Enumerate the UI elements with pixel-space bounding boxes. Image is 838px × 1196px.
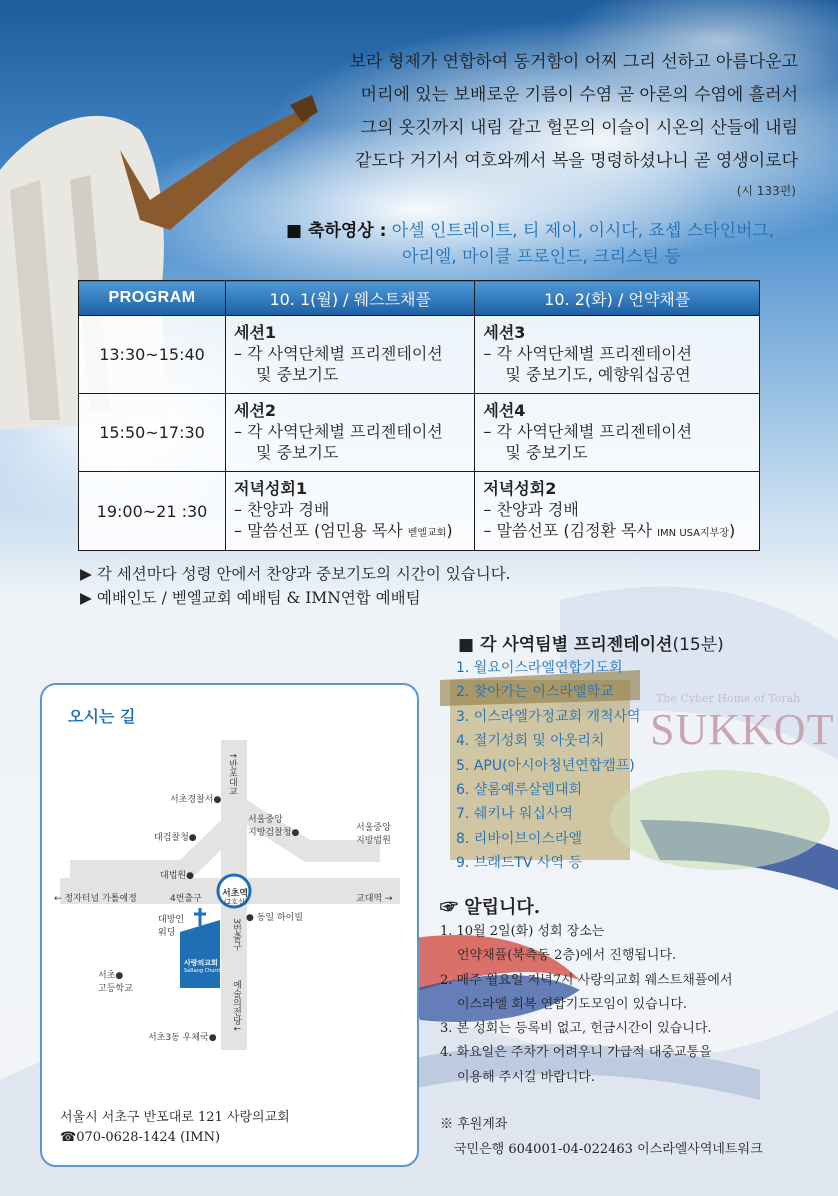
celebration-names-2: 아리엘, 마이클 프로인드, 크리스틴 등 xyxy=(402,247,681,267)
map-label-station: 서초역 xyxy=(222,889,249,899)
list-item: 9. 브래드TV 사역 등 xyxy=(456,855,582,872)
session-detail: – 찬양과 경배 xyxy=(234,500,330,519)
time-cell: 19:00~21 :30 xyxy=(79,472,226,551)
sukkot-logo: SUKKOT xyxy=(650,705,835,754)
verse-line: 그의 옷깃까지 내림 같고 헐몬의 이슬이 시온의 산들에 내림 xyxy=(360,118,798,138)
session-cell xyxy=(475,316,760,394)
sukkot-subtitle: The Cyber Home of Torah xyxy=(656,692,801,705)
session-detail xyxy=(483,520,751,544)
session-detail xyxy=(234,520,466,544)
church-logo-label: 사랑의교회 xyxy=(184,959,218,967)
notice-item: 1. 10월 2일(화) 성회 장소는 xyxy=(440,924,605,939)
list-item: 5. APU(아시아청년연합캠프) xyxy=(456,757,635,774)
speaker-affiliation: IMN USA지부장 xyxy=(657,528,729,539)
teams-title-text: ■ 각 사역팀별 프리젠테이션 xyxy=(458,635,673,655)
church-logo-label-en: SaRang Church xyxy=(184,968,223,974)
donation-info xyxy=(440,1112,763,1162)
notice-list xyxy=(440,920,733,1090)
verse-line: 머리에 있는 보배로운 기름이 수염 곧 아론의 수염에 흘러서 xyxy=(360,85,798,105)
list-item: 4. 절기성회 및 아웃리치 xyxy=(456,733,605,750)
time-cell: 15:50~17:30 xyxy=(79,394,226,472)
session-detail: – 찬양과 경배 xyxy=(483,500,579,519)
notice-item: 3. 본 성회는 등록비 없고, 헌금시간이 있습니다. xyxy=(440,1021,712,1037)
table-row xyxy=(79,394,760,472)
map-label-supreme-prosecutor: 대검찰청● xyxy=(154,833,197,843)
session-detail: – 각 사역단체별 프리젠테이션 xyxy=(234,344,443,363)
list-item: 2. 찾아가는 이스라엘학교 xyxy=(456,684,614,701)
map-label-central-court: 서울중앙 지방법원 xyxy=(356,823,391,846)
note-item: ▶ 예배인도 / 벧엘교회 예배팀 & IMN연합 예배팀 xyxy=(80,589,421,607)
map-label-supreme-court: 대법원● xyxy=(160,871,194,881)
session-title: 세션4 xyxy=(483,401,526,420)
map-label-banpo: ↑반포대교 xyxy=(227,752,237,796)
verse-line: 같도다 거기서 여호와께서 복을 명령하셨나니 곧 영생이로다 xyxy=(355,151,798,171)
list-item: 8. 리바이브이스라엘 xyxy=(456,830,582,847)
session-title: 세션3 xyxy=(483,323,526,342)
session-cell xyxy=(475,394,760,472)
session-cell xyxy=(475,472,760,551)
map-label-post-office: 서초3동 우체국● xyxy=(148,1033,217,1043)
sermon-label: – 말씀선포 (김정환 목사 xyxy=(483,521,652,540)
speaker-affiliation: 벧엘교회 xyxy=(407,528,447,539)
session-detail: – 각 사역단체별 프리젠테이션 xyxy=(234,422,443,441)
map-label-seocho-hs: 서초● 고등학교 xyxy=(98,971,133,994)
session-detail: 및 중보기도, 예향워십공연 xyxy=(505,365,691,384)
map-label-prosecutor: 서울중앙 지방검찰청● xyxy=(248,815,300,838)
map-label-arts-center: 예술의전당↓ xyxy=(231,980,241,1033)
program-notes xyxy=(80,562,511,610)
celebration-label: ■ 축하영상 : xyxy=(286,221,387,241)
notice-item-cont: 이스라엘 회복 연합기도모임이 있습니다. xyxy=(457,996,688,1012)
session-detail: 및 중보기도 xyxy=(256,365,339,384)
time-cell: 13:30~15:40 xyxy=(79,316,226,394)
session-title: 세션1 xyxy=(234,323,277,342)
paren-close: ) xyxy=(446,521,453,540)
program-table xyxy=(78,280,760,551)
map-label-tunnel: ← 정자터널 가톨예정 xyxy=(54,894,137,904)
table-row xyxy=(79,316,760,394)
notice-item: 4. 화요일은 주차가 어려우니 가급적 대중교통을 xyxy=(440,1045,712,1061)
table-header: 10. 1(월) / 웨스트채플 xyxy=(226,281,475,316)
map-label-police: 서초경찰서● xyxy=(170,795,222,805)
session-detail: – 각 사역단체별 프리젠테이션 xyxy=(483,344,693,363)
notice-item-cont: 이용해 주시길 바랍니다. xyxy=(457,1069,595,1085)
table-header-row xyxy=(79,281,760,316)
table-header: 10. 2(화) / 언약채플 xyxy=(475,281,760,316)
map-label-exit4: 4번출구 xyxy=(170,894,202,904)
table-header: PROGRAM xyxy=(79,281,226,316)
verse-line: 보라 형제가 연합하여 동거함이 어찌 그리 선하고 아름다운고 xyxy=(349,52,798,72)
note-item: ▶ 각 세션마다 성령 안에서 찬양과 중보기도의 시간이 있습니다. xyxy=(80,565,511,583)
session-cell xyxy=(226,316,475,394)
address-text: 서울시 서초구 반포대로 121 사랑의교회 xyxy=(60,1110,290,1125)
map-label-station-line: (2호선) xyxy=(224,898,248,906)
notice-title: ☞ 알립니다. xyxy=(440,897,541,918)
verse-reference: (시 133편) xyxy=(736,184,796,198)
map-label-daebang: 대방인 워딩 xyxy=(158,915,185,938)
session-cell xyxy=(226,394,475,472)
donation-label: ※ 후원계좌 xyxy=(440,1117,508,1132)
teams-title-suffix: (15분) xyxy=(672,635,724,655)
celebration-names: 아셀 인트레이트, 티 제이, 이시다, 죠셉 스타인버그, xyxy=(391,221,775,241)
list-item: 3. 이스라엘가정교회 개척사역 xyxy=(456,708,641,725)
map-title: 오시는 길 xyxy=(68,707,136,726)
psalm-verse xyxy=(250,46,798,178)
list-item: 1. 월요이스라엘연합기도회 xyxy=(456,660,623,676)
session-detail: 및 중보기도 xyxy=(505,443,588,462)
session-cell xyxy=(226,472,475,551)
celebration-video xyxy=(286,218,806,270)
church-address xyxy=(60,1108,290,1148)
sermon-label: – 말씀선포 (엄민용 목사 xyxy=(234,521,403,540)
teams-list xyxy=(456,656,641,876)
teams-title xyxy=(458,630,724,655)
list-item: 6. 샬롬예루살렘대회 xyxy=(456,782,582,799)
notice-item-cont: 언약채플(북측동 2층)에서 진행됩니다. xyxy=(457,948,677,964)
session-title: 세션2 xyxy=(234,401,277,420)
session-detail: 및 중보기도 xyxy=(256,443,339,462)
paren-close: ) xyxy=(729,521,736,540)
session-title: 저녁성회2 xyxy=(483,479,557,498)
table-row xyxy=(79,472,760,551)
phone-text: ☎070-0628-1424 (IMN) xyxy=(60,1130,221,1145)
map-label-kyodae: 교대역 → xyxy=(356,894,393,904)
session-title: 저녁성회1 xyxy=(234,479,307,498)
notice-item: 2. 매주 월요일 저녁7시 사랑의교회 웨스트채플에서 xyxy=(440,972,733,988)
list-item: 7. 쉐키나 워십사역 xyxy=(456,806,573,823)
map-label-exit3: 3번출구 xyxy=(231,918,241,951)
map-label-building: ● 동일 하이빌 xyxy=(246,913,304,923)
donation-account: 국민은행 604001-04-022463 이스라엘사역네트워크 xyxy=(454,1142,763,1157)
session-detail: – 각 사역단체별 프리젠테이션 xyxy=(483,422,693,441)
